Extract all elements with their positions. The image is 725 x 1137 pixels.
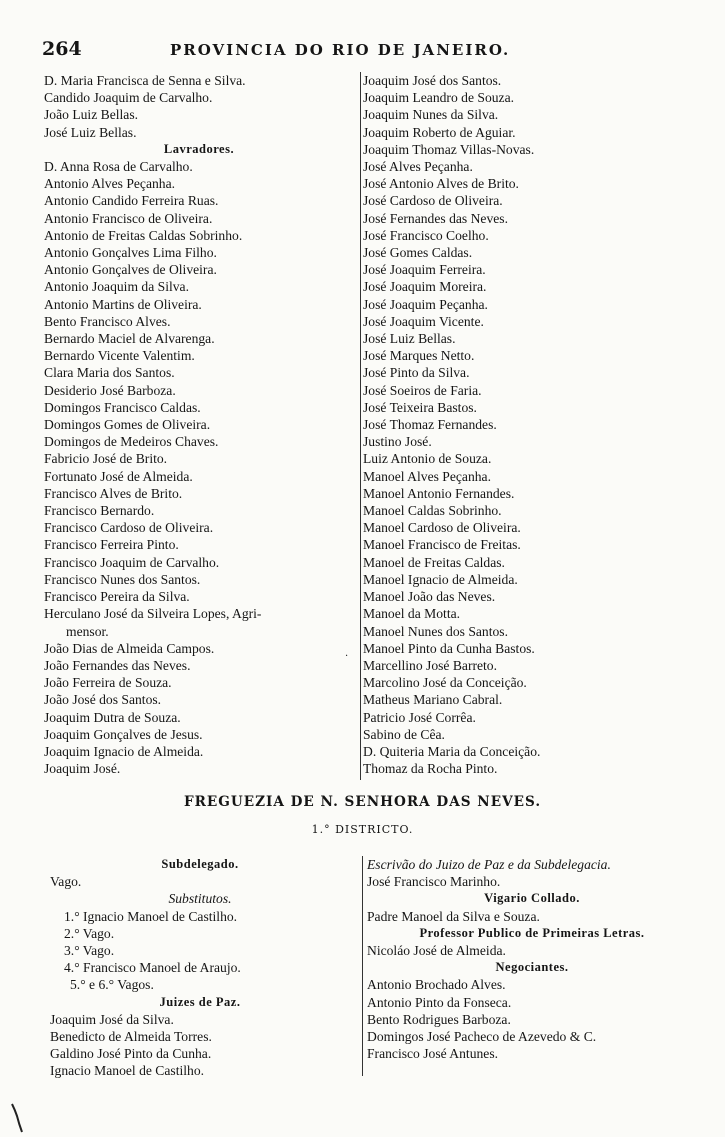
- list-item: Marcolino José da Conceição.: [363, 675, 527, 691]
- list-item: João Fernandes das Neves.: [44, 657, 191, 673]
- list-item: Francisco Alves de Brito.: [44, 485, 183, 501]
- page-number: 264: [42, 38, 82, 60]
- list-item: D. Maria Francisca de Senna e Silva.: [44, 73, 246, 88]
- list-item: Manoel de Freitas Caldas.: [363, 554, 505, 570]
- list-item: João Ferreira de Souza.: [44, 675, 172, 691]
- column-right-bottom: [362, 856, 697, 1076]
- list-item: Joaquim Thomaz Villas-Novas.: [363, 141, 535, 157]
- list-item: Padre Manoel da Silva e Souza.: [367, 908, 540, 924]
- list-item: José Luiz Bellas.: [44, 124, 137, 140]
- list-item: Fortunato José de Almeida.: [44, 468, 193, 484]
- list-item: José Joaquim Vicente.: [363, 313, 484, 329]
- list-item: Domingos de Medeiros Chaves.: [44, 434, 219, 450]
- list-item: Francisco Bernardo.: [44, 503, 155, 519]
- list-item: José Thomaz Fernandes.: [363, 417, 497, 433]
- list-item: mensor.: [66, 623, 109, 639]
- list-item: José Joaquim Peçanha.: [363, 296, 488, 312]
- list-item: Bernardo Maciel de Alvarenga.: [44, 331, 215, 347]
- list-item: Justino José.: [363, 434, 432, 450]
- list-item: José Soeiros de Faria.: [363, 382, 482, 398]
- list-item: Matheus Mariano Cabral.: [363, 692, 503, 708]
- running-title: PROVINCIA DO RIO DE JANEIRO.: [170, 41, 511, 59]
- list-item: José Francisco Marinho.: [367, 874, 501, 890]
- list-item: Francisco Nunes dos Santos.: [44, 571, 201, 587]
- list-item: Antonio Brochado Alves.: [367, 977, 506, 993]
- page-header: [42, 38, 682, 62]
- list-item: João José dos Santos.: [44, 692, 162, 708]
- list-item: Antonio Gonçalves de Oliveira.: [44, 262, 217, 278]
- column-left-bottom: [50, 856, 350, 1080]
- list-item: Thomaz da Rocha Pinto.: [363, 761, 498, 777]
- section-heading: Vigario Collado.: [484, 891, 580, 906]
- list-item: José Pinto da Silva.: [363, 365, 470, 381]
- list-item: Manoel Antonio Fernandes.: [363, 485, 515, 501]
- section-heading: Juizes de Paz.: [159, 994, 241, 1009]
- column-right-top: [360, 72, 623, 780]
- list-item: Galdino José Pinto da Cunha.: [50, 1046, 212, 1062]
- list-item: Bento Rodrigues Barboza.: [367, 1011, 511, 1027]
- list-item: Ignacio Manoel de Castilho.: [50, 1063, 205, 1079]
- list-item: Luiz Antonio de Souza.: [363, 451, 492, 467]
- list-item: D. Quiteria Maria da Conceição.: [363, 743, 541, 759]
- section-heading: Negociantes.: [495, 960, 569, 975]
- list-item: Manoel Caldas Sobrinho.: [363, 503, 502, 519]
- list-item: Vago.: [50, 874, 82, 890]
- list-item: José Marques Netto.: [363, 348, 475, 364]
- list-item: José Joaquim Moreira.: [363, 279, 487, 295]
- list-item: Antonio Candido Ferreira Ruas.: [44, 193, 219, 209]
- column-left-top: [44, 72, 354, 777]
- list-item: Herculano José da Silveira Lopes, Agri-: [44, 606, 262, 622]
- list-item: 1.° Ignacio Manoel de Castilho.: [64, 908, 238, 924]
- list-item: Domingos Gomes de Oliveira.: [44, 417, 211, 433]
- list-item: Benedicto de Almeida Torres.: [50, 1029, 212, 1045]
- list-item: Sabino de Cêa.: [363, 726, 445, 742]
- list-item: Joaquim Gonçalves de Jesus.: [44, 726, 203, 742]
- list-item: Manoel Pinto da Cunha Bastos.: [363, 640, 535, 656]
- list-item: Manoel Francisco de Freitas.: [363, 537, 521, 553]
- list-item: Nicoláo José de Almeida.: [367, 943, 506, 959]
- list-item: Antonio Francisco de Oliveira.: [44, 210, 213, 226]
- list-item: José Fernandes das Neves.: [363, 210, 508, 226]
- list-item: Antonio Martins de Oliveira.: [44, 296, 202, 312]
- list-item: Francisco Pereira da Silva.: [44, 589, 190, 605]
- list-item: Manoel Ignacio de Almeida.: [363, 571, 518, 587]
- list-item: José Gomes Caldas.: [363, 245, 473, 261]
- list-item: Manoel João das Neves.: [363, 589, 496, 605]
- list-item: Francisco Ferreira Pinto.: [44, 537, 179, 553]
- list-item: José Alves Peçanha.: [363, 159, 473, 175]
- list-item: Antonio Pinto da Fonseca.: [367, 994, 512, 1010]
- list-item: Antonio Alves Peçanha.: [44, 176, 176, 192]
- list-item: D. Anna Rosa de Carvalho.: [44, 159, 193, 175]
- office-title: Escrivão do Juizo de Paz e da Subdelegacia.: [367, 857, 611, 872]
- list-item: Bento Francisco Alves.: [44, 313, 171, 329]
- list-item: Joaquim José dos Santos.: [363, 73, 502, 88]
- list-item: 5.° e 6.° Vagos.: [70, 977, 154, 993]
- section-heading: Lavradores.: [163, 141, 235, 156]
- list-item: Desiderio José Barboza.: [44, 382, 176, 398]
- list-item: Joaquim José.: [44, 761, 121, 777]
- list-item: Fabricio José de Brito.: [44, 451, 168, 467]
- list-item: Joaquim Ignacio de Almeida.: [44, 743, 204, 759]
- list-item: José Francisco Coelho.: [363, 227, 489, 243]
- list-item: Domingos Francisco Caldas.: [44, 399, 201, 415]
- list-item: 4.° Francisco Manoel de Araujo.: [64, 960, 241, 976]
- list-item: João Luiz Bellas.: [44, 107, 139, 123]
- list-item: Antonio Gonçalves Lima Filho.: [44, 245, 217, 261]
- list-item: José Luiz Bellas.: [363, 331, 456, 347]
- list-item: Antonio Joaquim da Silva.: [44, 279, 189, 295]
- list-item: Marcellino José Barreto.: [363, 657, 498, 673]
- section-heading: Substitutos.: [168, 891, 232, 907]
- stray-dot: .: [345, 648, 349, 659]
- list-item: Francisco José Antunes.: [367, 1046, 499, 1062]
- list-item: Joaquim José da Silva.: [50, 1011, 174, 1027]
- list-item: José Teixeira Bastos.: [363, 399, 477, 415]
- list-item: Candido Joaquim de Carvalho.: [44, 90, 213, 106]
- list-item: Joaquim Nunes da Silva.: [363, 107, 499, 123]
- list-item: Domingos José Pacheco de Azevedo & C.: [367, 1029, 597, 1045]
- list-item: Francisco Cardoso de Oliveira.: [44, 520, 214, 536]
- list-item: Manoel Alves Peçanha.: [363, 468, 491, 484]
- list-item: Joaquim Dutra de Souza.: [44, 709, 181, 725]
- list-item: Antonio de Freitas Caldas Sobrinho.: [44, 227, 243, 243]
- list-item: João Dias de Almeida Campos.: [44, 640, 215, 656]
- list-item: 3.° Vago.: [64, 943, 115, 959]
- list-item: Patricio José Corrêa.: [363, 709, 476, 725]
- list-item: Clara Maria dos Santos.: [44, 365, 175, 381]
- list-item: Bernardo Vicente Valentim.: [44, 348, 195, 364]
- list-item: José Cardoso de Oliveira.: [363, 193, 503, 209]
- list-item: Manoel da Motta.: [363, 606, 461, 622]
- list-item: Joaquim Roberto de Aguiar.: [363, 124, 516, 140]
- list-item: Joaquim Leandro de Souza.: [363, 90, 514, 106]
- list-item: Manoel Nunes dos Santos.: [363, 623, 508, 639]
- list-item: Francisco Joaquim de Carvalho.: [44, 554, 220, 570]
- section-heading: Professor Publico de Primeiras Letras.: [419, 925, 645, 940]
- margin-mark: [10, 1102, 24, 1134]
- district-label: 1.° DISTRICTO.: [311, 823, 414, 836]
- list-item: Manoel Cardoso de Oliveira.: [363, 520, 521, 536]
- list-item: José Antonio Alves de Brito.: [363, 176, 519, 192]
- section-heading: Subdelegado.: [161, 857, 239, 871]
- list-item: 2.° Vago.: [64, 925, 115, 941]
- list-item: José Joaquim Ferreira.: [363, 262, 486, 278]
- section-title: FREGUEZIA DE N. SENHORA DAS NEVES.: [183, 794, 542, 810]
